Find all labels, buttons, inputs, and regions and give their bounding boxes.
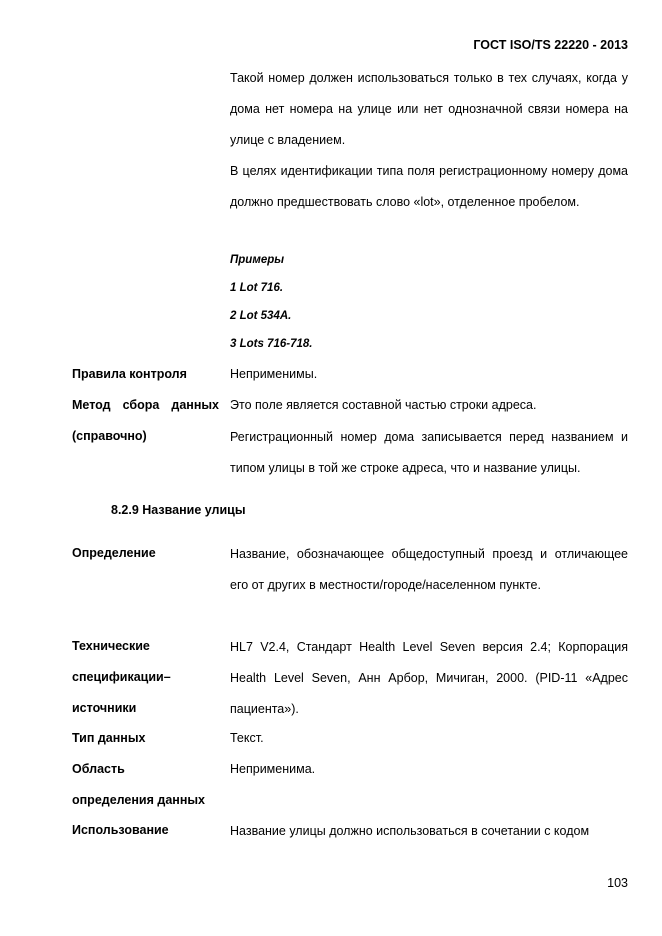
collection-method-label-2: (справочно) bbox=[72, 429, 147, 443]
collection-method-label: Метод сбора данных bbox=[72, 398, 219, 412]
collection-method-value-1: Это поле является составной частью строки адреса. bbox=[230, 398, 537, 412]
collection-method-value-2: Регистрационный номер дома записывается перед названием и типом улицы в той же строке адреса, что и название улицы. bbox=[230, 430, 628, 475]
control-rules-label: Правила контроля bbox=[72, 367, 187, 381]
examples-title: Примеры bbox=[230, 254, 285, 266]
example-item: 3 Lots 716-718. bbox=[230, 338, 313, 350]
tech-spec-value: HL7 V2.4, Стандарт Health Level Seven версия 2.4; Корпорация Health Level Seven, Анн Арбор, Мичиган, 2000. (PID-11 «Адрес пациента»). bbox=[230, 640, 628, 716]
page-number: 103 bbox=[607, 876, 628, 890]
example-item: 1 Lot 716. bbox=[230, 282, 284, 294]
definition-label: Определение bbox=[72, 546, 156, 560]
usage-label: Использование bbox=[72, 823, 169, 837]
tech-spec-label-2: спецификации– bbox=[72, 670, 171, 684]
intro-paragraph-1: Такой номер должен использоваться только в тех случаях, когда у дома нет номера на улице или нет однозначной связи номера на улице с владением. bbox=[230, 71, 628, 147]
usage-value: Название улицы должно использоваться в сочетании с кодом bbox=[230, 824, 590, 838]
definition-value: Название, обозначающее общедоступный проезд и отличающее его от других в местности/городе/населенном пункте. bbox=[230, 547, 628, 592]
document-header: ГОСТ ISO/TS 22220 - 2013 bbox=[473, 38, 628, 52]
intro-paragraph-2: В целях идентификации типа поля регистрационному номеру дома должно предшествовать слово «lot», отделенное пробелом. bbox=[230, 164, 628, 209]
tech-spec-label-3: источники bbox=[72, 701, 137, 715]
domain-value: Неприменима. bbox=[230, 762, 316, 776]
tech-spec-label-1: Технические bbox=[72, 639, 150, 653]
section-title: 8.2.9 Название улицы bbox=[111, 503, 246, 517]
data-type-label: Тип данных bbox=[72, 731, 146, 745]
domain-label-2: определения данных bbox=[72, 793, 206, 807]
data-type-value: Текст. bbox=[230, 731, 264, 745]
example-item: 2 Lot 534A. bbox=[230, 310, 292, 322]
domain-label-1: Область bbox=[72, 762, 125, 776]
control-rules-value: Неприменимы. bbox=[230, 367, 318, 381]
